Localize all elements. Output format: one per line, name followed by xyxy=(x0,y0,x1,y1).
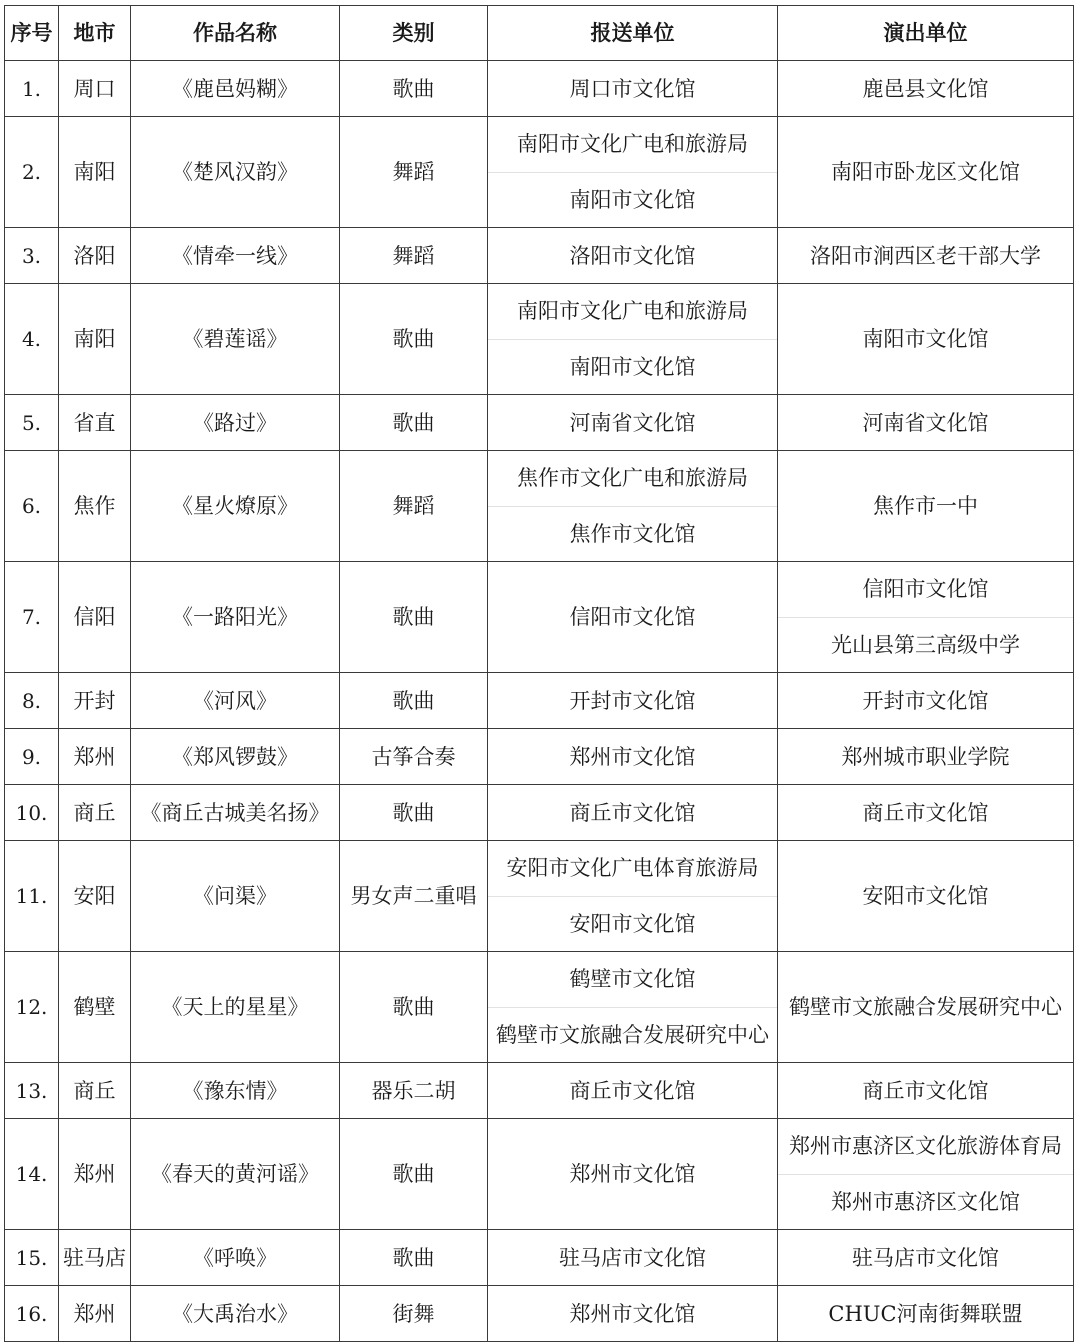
cell-no: 12. xyxy=(5,952,59,1063)
performer-entry: 郑州市惠济区文化旅游体育局 xyxy=(789,1134,1062,1159)
cell-performer xyxy=(778,729,1074,785)
cell-no: 11. xyxy=(5,841,59,952)
submitter-list xyxy=(488,841,777,951)
cell-title: 《星火燎原》 xyxy=(131,451,340,562)
cell-submitter xyxy=(488,673,778,729)
cell-city: 省直 xyxy=(59,395,131,451)
submitter-entry: 河南省文化馆 xyxy=(569,410,696,435)
cell-submitter xyxy=(488,841,778,952)
table-row xyxy=(5,1286,1074,1342)
performer-list xyxy=(778,729,1073,784)
cell-title: 《大禹治水》 xyxy=(131,1286,340,1342)
submitter-list xyxy=(488,228,777,283)
performer-entry: 南阳市文化馆 xyxy=(862,327,989,351)
cell-city: 商丘 xyxy=(59,785,131,841)
table-row xyxy=(5,61,1074,117)
cell-performer xyxy=(778,841,1074,952)
submitter-entry: 鹤壁市文旅融合发展研究中心 xyxy=(488,1007,777,1063)
performer-entry: 商丘市文化馆 xyxy=(862,800,989,825)
performer-list xyxy=(778,117,1073,227)
performer-entry: 信阳市文化馆 xyxy=(862,577,989,602)
cell-submitter xyxy=(488,785,778,841)
cell-title: 《天上的星星》 xyxy=(131,952,340,1063)
cell-city: 南阳 xyxy=(59,284,131,395)
header-performer: 演出单位 xyxy=(778,6,1074,61)
cell-category: 歌曲 xyxy=(340,952,488,1063)
cell-submitter xyxy=(488,729,778,785)
cell-title: 《一路阳光》 xyxy=(131,562,340,673)
submitter-list xyxy=(488,395,777,450)
header-category: 类别 xyxy=(340,6,488,61)
cell-performer xyxy=(778,1119,1074,1230)
submitter-entry: 焦作市文化广电和旅游局 xyxy=(517,466,748,491)
cell-no: 14. xyxy=(5,1119,59,1230)
cell-city: 郑州 xyxy=(59,1286,131,1342)
table-row xyxy=(5,1063,1074,1119)
submitter-entry: 信阳市文化馆 xyxy=(569,605,696,629)
cell-performer xyxy=(778,451,1074,562)
submitter-entry: 安阳市文化广电体育旅游局 xyxy=(506,856,759,881)
performer-list xyxy=(778,1286,1073,1341)
submitter-entry: 焦作市文化馆 xyxy=(488,506,777,562)
cell-submitter xyxy=(488,61,778,117)
header-row xyxy=(5,6,1074,61)
cell-city: 驻马店 xyxy=(59,1230,131,1286)
cell-category: 歌曲 xyxy=(340,395,488,451)
cell-submitter xyxy=(488,284,778,395)
cell-submitter xyxy=(488,1119,778,1230)
performer-entry: 焦作市一中 xyxy=(873,494,978,518)
performer-list xyxy=(778,673,1073,728)
submitter-list xyxy=(488,785,777,840)
cell-submitter xyxy=(488,228,778,284)
performer-list xyxy=(778,785,1073,840)
performer-entry: 南阳市卧龙区文化馆 xyxy=(831,160,1020,184)
cell-title: 《楚风汉韵》 xyxy=(131,117,340,228)
cell-category: 歌曲 xyxy=(340,1119,488,1230)
table-row xyxy=(5,952,1074,1063)
table-row xyxy=(5,117,1074,228)
cell-category: 古筝合奏 xyxy=(340,729,488,785)
cell-performer xyxy=(778,284,1074,395)
cell-no: 1. xyxy=(5,61,59,117)
performer-entry: 光山县第三高级中学 xyxy=(778,617,1073,673)
cell-no: 16. xyxy=(5,1286,59,1342)
table-row xyxy=(5,284,1074,395)
cell-category: 器乐二胡 xyxy=(340,1063,488,1119)
cell-category: 舞蹈 xyxy=(340,451,488,562)
performer-entry: 鹤壁市文旅融合发展研究中心 xyxy=(789,995,1062,1019)
submitter-entry: 郑州市文化馆 xyxy=(569,744,696,769)
cell-performer xyxy=(778,61,1074,117)
cell-category: 歌曲 xyxy=(340,673,488,729)
submitter-list xyxy=(488,729,777,784)
cell-category: 舞蹈 xyxy=(340,228,488,284)
table-row xyxy=(5,673,1074,729)
submitter-entry: 郑州市文化馆 xyxy=(569,1301,696,1326)
submitter-list xyxy=(488,61,777,116)
cell-submitter xyxy=(488,1063,778,1119)
cell-category: 歌曲 xyxy=(340,562,488,673)
cell-title: 《路过》 xyxy=(131,395,340,451)
program-table xyxy=(4,5,1074,1342)
cell-title: 《问渠》 xyxy=(131,841,340,952)
submitter-list xyxy=(488,1063,777,1118)
performer-entry: 郑州市惠济区文化馆 xyxy=(778,1174,1073,1230)
performer-list xyxy=(778,1119,1073,1229)
cell-no: 2. xyxy=(5,117,59,228)
submitter-entry: 商丘市文化馆 xyxy=(569,1078,696,1103)
cell-performer xyxy=(778,1286,1074,1342)
submitter-entry: 郑州市文化馆 xyxy=(569,1162,696,1186)
header-city: 地市 xyxy=(59,6,131,61)
cell-title: 《碧莲谣》 xyxy=(131,284,340,395)
cell-city: 信阳 xyxy=(59,562,131,673)
performer-list xyxy=(778,841,1073,951)
cell-category: 男女声二重唱 xyxy=(340,841,488,952)
table-row xyxy=(5,729,1074,785)
cell-performer xyxy=(778,785,1074,841)
cell-title: 《豫东情》 xyxy=(131,1063,340,1119)
performer-entry: 郑州城市职业学院 xyxy=(841,744,1010,769)
cell-city: 鹤壁 xyxy=(59,952,131,1063)
submitter-list xyxy=(488,1230,777,1285)
cell-no: 8. xyxy=(5,673,59,729)
performer-list xyxy=(778,1063,1073,1118)
cell-category: 舞蹈 xyxy=(340,117,488,228)
submitter-entry: 开封市文化馆 xyxy=(569,688,696,713)
cell-no: 7. xyxy=(5,562,59,673)
cell-no: 5. xyxy=(5,395,59,451)
submitter-entry: 鹤壁市文化馆 xyxy=(569,967,696,992)
cell-no: 13. xyxy=(5,1063,59,1119)
submitter-entry: 南阳市文化馆 xyxy=(488,172,777,228)
submitter-list xyxy=(488,284,777,394)
submitter-entry: 商丘市文化馆 xyxy=(569,800,696,825)
performer-entry: 开封市文化馆 xyxy=(862,688,989,713)
performer-entry: CHUC河南街舞联盟 xyxy=(828,1301,1023,1326)
table-row xyxy=(5,395,1074,451)
submitter-list xyxy=(488,1286,777,1341)
performer-entry: 安阳市文化馆 xyxy=(862,884,989,908)
cell-submitter xyxy=(488,451,778,562)
cell-city: 商丘 xyxy=(59,1063,131,1119)
cell-no: 9. xyxy=(5,729,59,785)
cell-title: 《情牵一线》 xyxy=(131,228,340,284)
performer-list xyxy=(778,395,1073,450)
submitter-entry: 南阳市文化广电和旅游局 xyxy=(517,132,748,157)
table-body xyxy=(5,61,1074,1342)
cell-category: 歌曲 xyxy=(340,785,488,841)
cell-city: 焦作 xyxy=(59,451,131,562)
submitter-list xyxy=(488,952,777,1062)
cell-title: 《呼唤》 xyxy=(131,1230,340,1286)
performer-list xyxy=(778,952,1073,1062)
cell-no: 15. xyxy=(5,1230,59,1286)
submitter-list xyxy=(488,451,777,561)
cell-performer xyxy=(778,952,1074,1063)
cell-submitter xyxy=(488,562,778,673)
cell-performer xyxy=(778,1063,1074,1119)
submitter-list xyxy=(488,117,777,227)
header-title: 作品名称 xyxy=(131,6,340,61)
cell-category: 街舞 xyxy=(340,1286,488,1342)
cell-submitter xyxy=(488,395,778,451)
performer-list xyxy=(778,562,1073,672)
table-row xyxy=(5,841,1074,952)
cell-no: 4. xyxy=(5,284,59,395)
table-row xyxy=(5,785,1074,841)
submitter-entry: 周口市文化馆 xyxy=(569,76,696,101)
cell-city: 郑州 xyxy=(59,729,131,785)
submitter-list xyxy=(488,562,777,672)
header-no: 序号 xyxy=(5,6,59,61)
cell-title: 《郑风锣鼓》 xyxy=(131,729,340,785)
table-row xyxy=(5,562,1074,673)
cell-title: 《商丘古城美名扬》 xyxy=(131,785,340,841)
cell-city: 洛阳 xyxy=(59,228,131,284)
performer-list xyxy=(778,1230,1073,1285)
submitter-entry: 安阳市文化馆 xyxy=(488,896,777,952)
cell-title: 《河风》 xyxy=(131,673,340,729)
cell-submitter xyxy=(488,1286,778,1342)
performer-entry: 商丘市文化馆 xyxy=(862,1078,989,1103)
cell-city: 周口 xyxy=(59,61,131,117)
cell-no: 6. xyxy=(5,451,59,562)
performer-entry: 鹿邑县文化馆 xyxy=(862,76,989,101)
submitter-entry: 南阳市文化广电和旅游局 xyxy=(517,299,748,324)
table-row xyxy=(5,1230,1074,1286)
performer-list xyxy=(778,451,1073,561)
cell-performer xyxy=(778,562,1074,673)
header-submitter: 报送单位 xyxy=(488,6,778,61)
cell-performer xyxy=(778,228,1074,284)
cell-performer xyxy=(778,117,1074,228)
cell-submitter xyxy=(488,117,778,228)
cell-city: 开封 xyxy=(59,673,131,729)
performer-entry: 驻马店市文化馆 xyxy=(852,1245,999,1270)
performer-list xyxy=(778,228,1073,283)
cell-category: 歌曲 xyxy=(340,1230,488,1286)
cell-category: 歌曲 xyxy=(340,61,488,117)
cell-no: 3. xyxy=(5,228,59,284)
performer-entry: 河南省文化馆 xyxy=(862,410,989,435)
cell-city: 安阳 xyxy=(59,841,131,952)
submitter-list xyxy=(488,673,777,728)
cell-city: 南阳 xyxy=(59,117,131,228)
performer-list xyxy=(778,284,1073,394)
cell-category: 歌曲 xyxy=(340,284,488,395)
table-row xyxy=(5,228,1074,284)
cell-city: 郑州 xyxy=(59,1119,131,1230)
performer-list xyxy=(778,61,1073,116)
submitter-entry: 洛阳市文化馆 xyxy=(569,243,696,268)
table-row xyxy=(5,451,1074,562)
cell-submitter xyxy=(488,952,778,1063)
cell-no: 10. xyxy=(5,785,59,841)
cell-title: 《春天的黄河谣》 xyxy=(131,1119,340,1230)
cell-title: 《鹿邑妈糊》 xyxy=(131,61,340,117)
submitter-list xyxy=(488,1119,777,1229)
table-row xyxy=(5,1119,1074,1230)
performer-entry: 洛阳市涧西区老干部大学 xyxy=(810,243,1041,268)
submitter-entry: 驻马店市文化馆 xyxy=(559,1245,706,1270)
cell-performer xyxy=(778,673,1074,729)
cell-performer xyxy=(778,1230,1074,1286)
submitter-entry: 南阳市文化馆 xyxy=(488,339,777,395)
cell-submitter xyxy=(488,1230,778,1286)
cell-performer xyxy=(778,395,1074,451)
